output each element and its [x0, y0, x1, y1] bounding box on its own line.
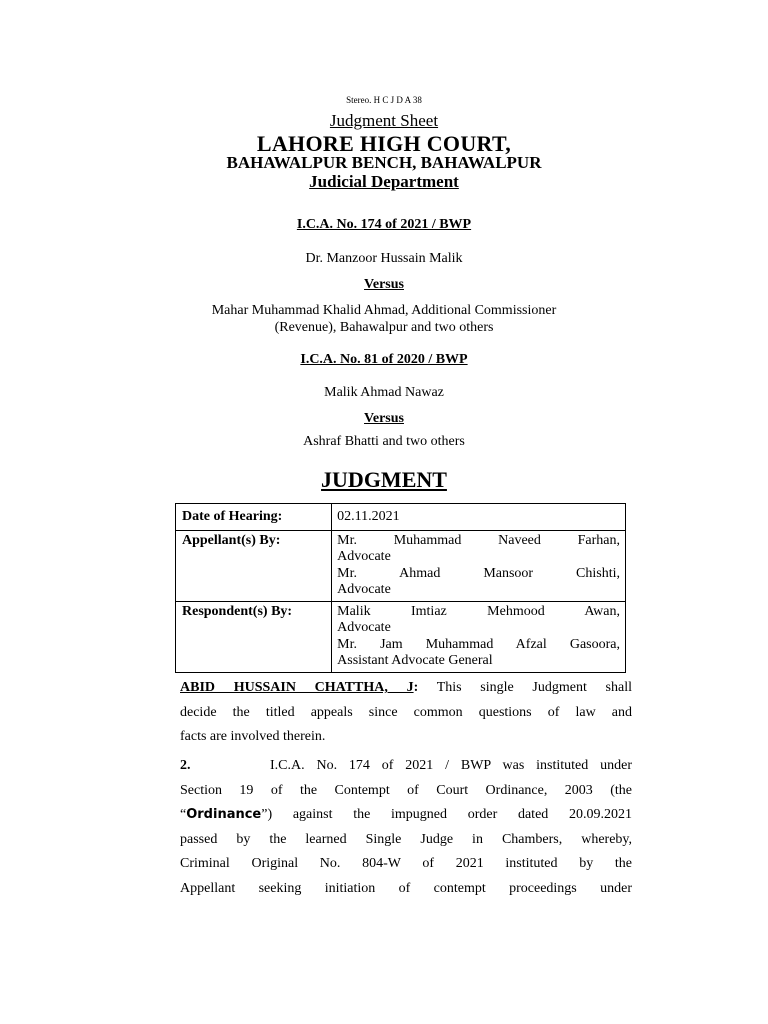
- stereo-code: Stereo. H C J D A 38: [346, 95, 422, 105]
- paragraph-number: 2.: [180, 758, 191, 773]
- table-row: [176, 504, 626, 531]
- court-name: LAHORE HIGH COURT,: [256, 131, 512, 156]
- counsel-line: Malik Imtiaz Mehmood Awan,: [337, 603, 620, 619]
- paragraph-line: Section 19 of the Contempt of Court Ordinance, 2003 (the: [180, 782, 632, 798]
- counsel-line: Advocate: [337, 549, 391, 564]
- paragraph-line: Criminal Original No. 804-W of 2021 instituted by the: [180, 856, 632, 872]
- paragraph-line: passed by the learned Single Judge in Chambers, whereby,: [180, 831, 632, 847]
- sheet-title: Judgment Sheet: [329, 111, 439, 130]
- judgment-heading: JUDGMENT: [321, 467, 447, 492]
- case-1-respondent-line-1: Mahar Muhammad Khalid Ahmad, Additional Commissioner: [211, 303, 557, 318]
- bench-name: BAHAWALPUR BENCH, BAHAWALPUR: [226, 153, 542, 172]
- paragraph-line: decide the titled appeals since common questions of law and: [180, 704, 632, 720]
- case-1-versus: Versus: [364, 277, 404, 292]
- counsel-line: Mr. Muhammad Naveed Farhan,: [337, 532, 620, 548]
- counsel-line: Mr. Ahmad Mansoor Chishti,: [337, 565, 620, 581]
- paragraph-line: ABID HUSSAIN CHATTHA, J: This single Judgment shall: [180, 680, 632, 695]
- paragraph-line: facts are involved therein.: [180, 729, 326, 745]
- department-name: Judicial Department: [309, 172, 459, 191]
- counsel-line: Advocate: [337, 582, 391, 597]
- respondent-counsel-label: Respondent(s) By:: [176, 601, 332, 672]
- table-row: [176, 601, 626, 672]
- case-2-appellant: Malik Ahmad Nawaz: [324, 385, 444, 400]
- case-2-respondent: Ashraf Bhatti and two others: [303, 434, 465, 449]
- paragraph-line: “Ordinance”) against the impugned order dated 20.09.2021: [180, 807, 632, 823]
- case-1-respondent: [0, 302, 768, 336]
- paragraph-1: [180, 676, 632, 750]
- counsel-line: Assistant Advocate General: [337, 653, 493, 668]
- counsel-line: Mr. Jam Muhammad Afzal Gasoora,: [337, 636, 620, 652]
- paragraph-line: Appellant seeking initiation of contempt proceedings under: [180, 880, 632, 896]
- case-number-1: I.C.A. No. 174 of 2021 / BWP: [296, 217, 472, 232]
- case-1-respondent-line-2: (Revenue), Bahawalpur and two others: [274, 320, 494, 335]
- paragraph-2: [180, 754, 632, 902]
- counsel-line: Advocate: [337, 620, 391, 635]
- appellant-counsel-label: Appellant(s) By:: [176, 530, 332, 601]
- hearing-date-value: 02.11.2021: [332, 504, 626, 531]
- respondent-counsel-value: [332, 601, 626, 672]
- case-2-versus: Versus: [364, 411, 404, 426]
- ordinance-term: Ordinance: [186, 807, 262, 823]
- hearing-info-table: [175, 503, 626, 673]
- hearing-date-label: Date of Hearing:: [176, 504, 332, 531]
- case-1-appellant: Dr. Manzoor Hussain Malik: [305, 251, 463, 266]
- case-number-2: I.C.A. No. 81 of 2020 / BWP: [300, 352, 468, 367]
- judge-name: ABID HUSSAIN CHATTHA, J: [180, 680, 414, 695]
- table-row: [176, 530, 626, 601]
- appellant-counsel-value: [332, 530, 626, 601]
- paragraph-line: 2. I.C.A. No. 174 of 2021 / BWP was instituted under: [180, 754, 632, 779]
